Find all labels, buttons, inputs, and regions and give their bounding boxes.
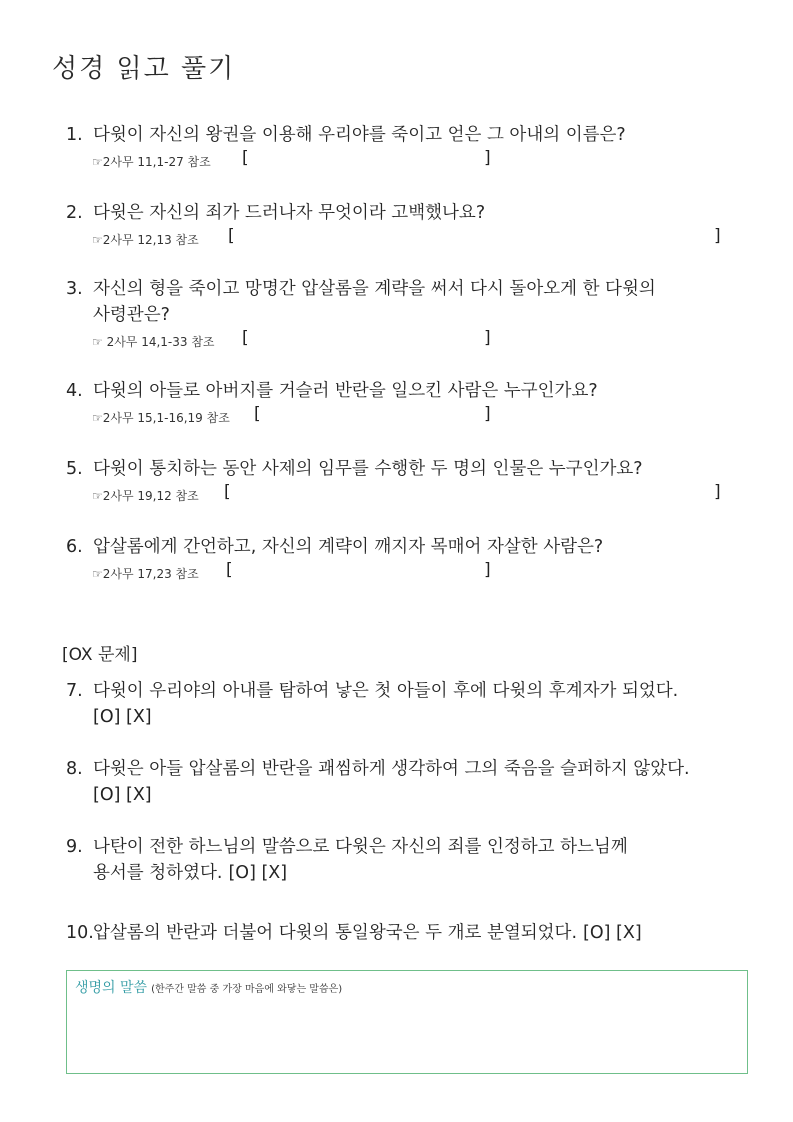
question-5 — [66, 456, 736, 506]
question-number: 7. — [66, 681, 83, 701]
answer-bracket-open: [ — [254, 404, 261, 424]
answer-bracket-open: [ — [228, 226, 235, 246]
question-2 — [66, 200, 736, 250]
question-text: 다윗은 자신의 죄가 드러나자 무엇이라 고백했나요? — [93, 203, 486, 223]
answer-row — [66, 330, 736, 352]
question-number: 10. — [66, 923, 94, 943]
ox-question-10 — [66, 920, 766, 946]
answer-bracket-open: [ — [226, 560, 233, 580]
question-text: 다윗의 아들로 아버지를 거슬러 반란을 일으킨 사람은 누구인가요? — [93, 381, 598, 401]
answer-row — [66, 484, 736, 506]
answer-bracket-close: ] — [484, 148, 491, 168]
bible-reference: ☞2사무 17,23 참조 — [92, 567, 199, 581]
answer-bracket-close: ] — [484, 560, 491, 580]
answer-bracket-open: [ — [224, 482, 231, 502]
question-number: 9. — [66, 837, 83, 857]
question-text: 압살롬의 반란과 더불어 다윗의 통일왕국은 두 개로 분열되었다. — [93, 923, 578, 943]
answer-row — [66, 150, 736, 172]
bible-reference: ☞2사무 12,13 참조 — [92, 233, 199, 247]
answer-bracket-open: [ — [242, 328, 249, 348]
question-6 — [66, 534, 736, 584]
bible-reference: ☞2사무 15,1-16,19 참조 — [92, 411, 230, 425]
question-text-cont: 사령관은? — [93, 305, 170, 325]
question-number: 2. — [66, 203, 83, 223]
question-number: 3. — [66, 279, 83, 299]
question-3 — [66, 276, 736, 352]
question-text: 다윗이 자신의 왕권을 이용해 우리야를 죽이고 얻은 그 아내의 이름은? — [93, 125, 626, 145]
ox-section-header: [OX 문제] — [62, 645, 138, 665]
answer-row — [66, 406, 736, 428]
question-text: 압살롬에게 간언하고, 자신의 계략이 깨지자 목매어 자살한 사람은? — [93, 537, 604, 557]
question-number: 4. — [66, 381, 83, 401]
question-number: 8. — [66, 759, 83, 779]
answer-bracket-open: [ — [242, 148, 249, 168]
question-text: 다윗은 아들 압살롬의 반란을 괘씸하게 생각하여 그의 죽음을 슬퍼하지 않았다. — [93, 759, 690, 779]
question-text: 다윗이 우리야의 아내를 탐하여 낳은 첫 아들이 후에 다윗의 후계자가 되었다. — [93, 681, 679, 701]
question-number: 6. — [66, 537, 83, 557]
answer-bracket-close: ] — [484, 404, 491, 424]
word-of-life-subtitle: (한주간 말씀 중 가장 마음에 와닿는 말씀은) — [151, 984, 343, 995]
ox-choices[interactable]: [O] [X] — [228, 863, 288, 883]
ox-question-7 — [66, 678, 736, 730]
question-number: 5. — [66, 459, 83, 479]
question-text: 자신의 형을 죽이고 망명간 압살롬을 계략을 써서 다시 돌아오게 한 다윗의 — [93, 279, 656, 299]
question-text-cont: 용서를 청하였다. — [93, 863, 223, 883]
ox-question-8 — [66, 756, 736, 808]
ox-choices[interactable]: [O] [X] — [93, 707, 152, 727]
word-of-life-box[interactable] — [66, 970, 748, 1074]
question-text: 나탄이 전한 하느님의 말씀으로 다윗은 자신의 죄를 인정하고 하느님께 — [93, 837, 628, 857]
answer-bracket-close: ] — [714, 226, 721, 246]
answer-row — [66, 228, 736, 250]
question-number: 1. — [66, 125, 83, 145]
bible-reference: ☞2사무 19,12 참조 — [92, 489, 199, 503]
answer-bracket-close: ] — [484, 328, 491, 348]
bible-reference: ☞2사무 11,1-27 참조 — [92, 155, 211, 169]
ox-question-9 — [66, 834, 736, 886]
answer-row — [66, 562, 736, 584]
question-text: 다윗이 통치하는 동안 사제의 임무를 수행한 두 명의 인물은 누구인가요? — [93, 459, 643, 479]
bible-reference: ☞ 2사무 14,1-33 참조 — [92, 335, 215, 349]
answer-bracket-close: ] — [714, 482, 721, 502]
ox-choices[interactable]: [O] [X] — [583, 923, 642, 943]
ox-choices[interactable]: [O] [X] — [93, 785, 152, 805]
question-4 — [66, 378, 736, 428]
word-of-life-label: 생명의 말씀 — [75, 980, 148, 996]
question-1 — [66, 122, 736, 172]
page-title: 성경 읽고 풀기 — [52, 54, 236, 84]
